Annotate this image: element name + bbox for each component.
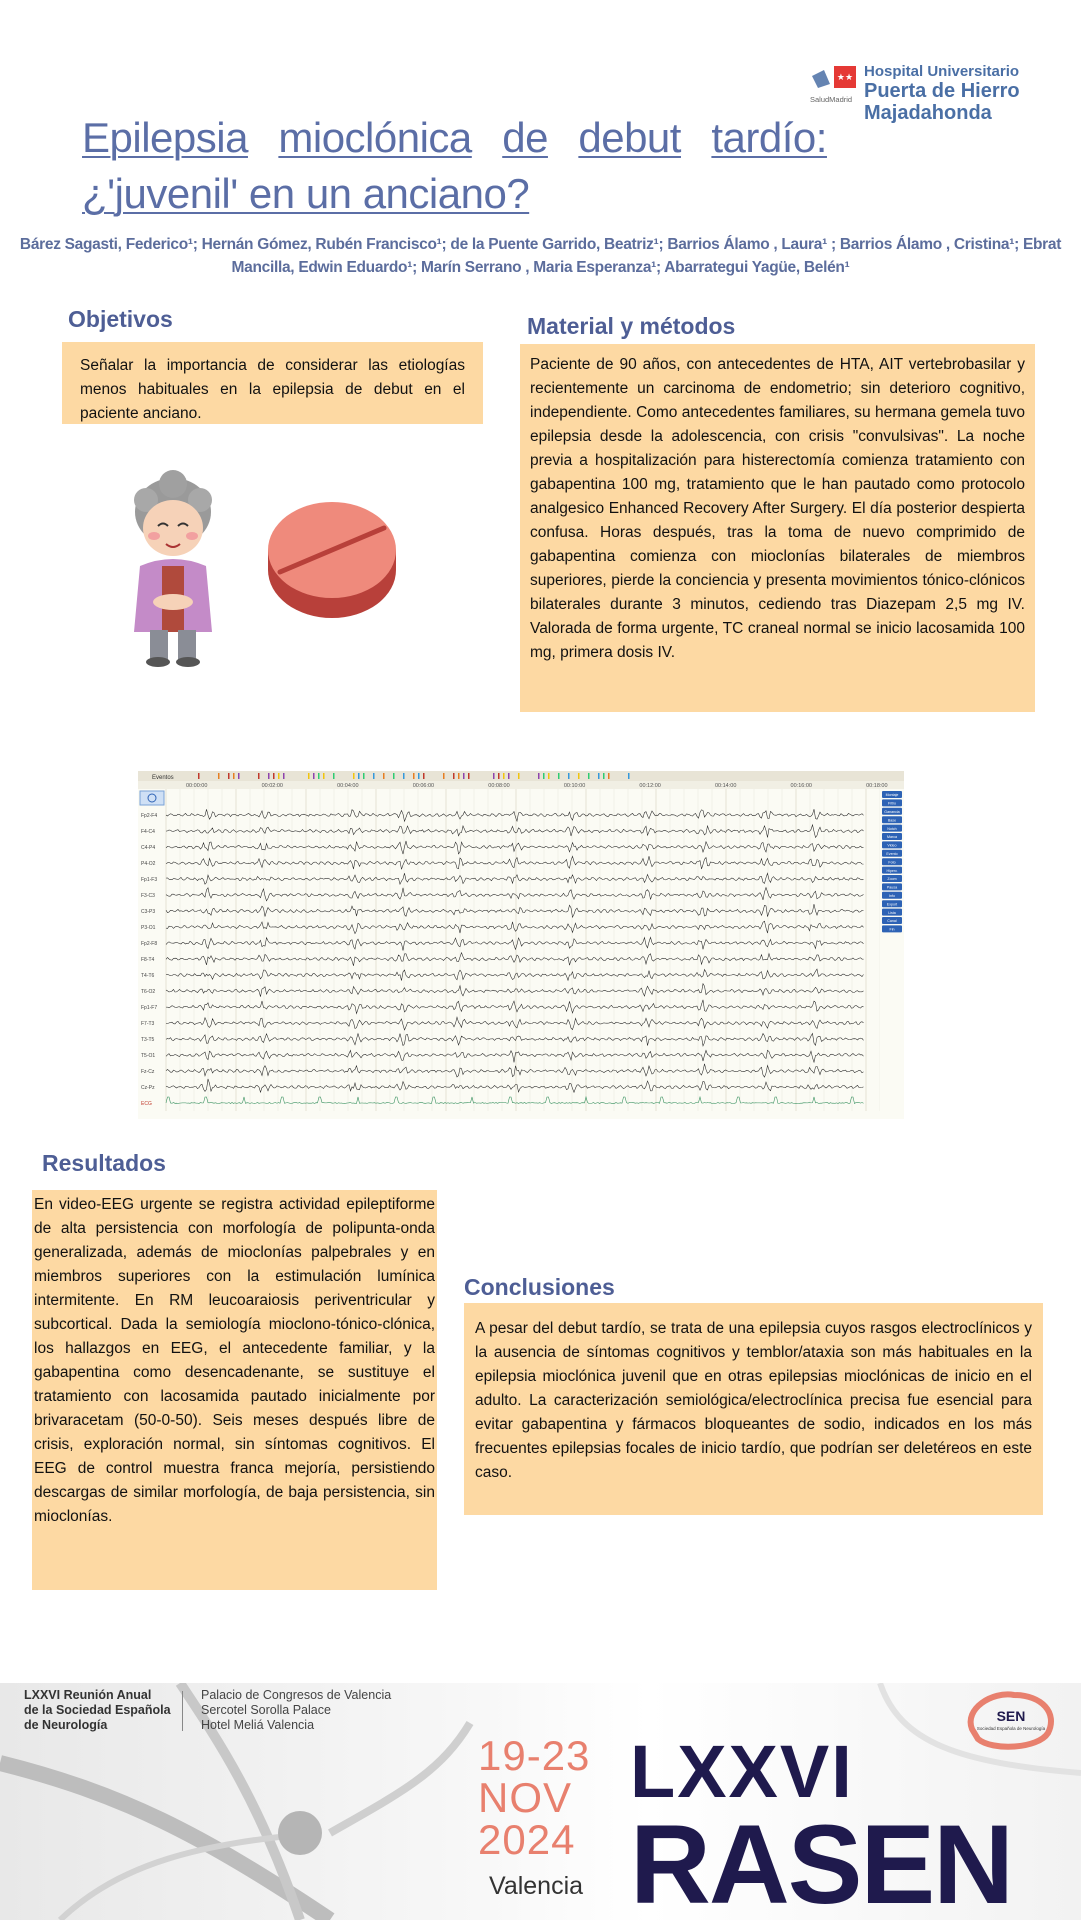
eeg-side-button-label: Montaje xyxy=(885,793,899,798)
eeg-event-mark xyxy=(393,773,395,779)
eeg-channel-label: F7-T3 xyxy=(141,1021,155,1027)
eeg-event-mark xyxy=(558,773,560,779)
footer-dates-days: 19-23 xyxy=(478,1732,591,1779)
eeg-side-button-label: Zoom xyxy=(887,877,897,882)
eeg-time-label: 00:00:00 xyxy=(186,783,208,789)
eeg-event-mark xyxy=(548,773,550,779)
eeg-time-label: 00:04:00 xyxy=(337,783,359,789)
eeg-side-button-label: Ganancia xyxy=(884,810,900,814)
eeg-event-mark xyxy=(283,773,285,779)
eeg-side-button-label: Filtro xyxy=(888,801,896,806)
eeg-side-panel xyxy=(880,789,902,1111)
conclusiones-heading: Conclusiones xyxy=(464,1274,615,1300)
eeg-side-button-label: Lista xyxy=(888,910,896,915)
eeg-channel-label: T6-O2 xyxy=(141,989,156,995)
eeg-channel-label: C4-P4 xyxy=(141,845,156,851)
eeg-event-mark xyxy=(323,773,325,779)
eeg-event-mark xyxy=(353,773,355,779)
footer-org-line: de Neurología xyxy=(24,1718,108,1732)
eeg-channel-label: Fz-Cz xyxy=(141,1069,155,1075)
eeg-event-mark xyxy=(628,773,630,779)
eeg-event-mark xyxy=(518,773,520,779)
eeg-channel-label: C3-P3 xyxy=(141,909,156,915)
eeg-channel-label: F3-C3 xyxy=(141,893,155,899)
material-heading: Material y métodos xyxy=(527,313,736,339)
footer-org-line: de la Sociedad Española xyxy=(24,1703,171,1717)
poster-title xyxy=(82,110,827,222)
eeg-event-mark xyxy=(453,773,455,779)
eeg-channel-label: F8-T4 xyxy=(141,957,155,963)
svg-text:★★: ★★ xyxy=(836,72,854,82)
title-line-1 xyxy=(82,110,827,166)
title-word: tardío: xyxy=(711,114,827,161)
title-word: mioclónica xyxy=(278,114,472,161)
title-word: debut xyxy=(578,114,681,161)
resultados-text: En video-EEG urgente se registra actividad epileptiforme de alta persistencia con morfología de polipunta-onda generalizada, además de mioclonías palpebrales y en miembros superiores con la estimulación lumínica intermitente. En RM leucoaraiosis periventricular y subcortical. Dada la semiología mioclono-tónico-clónica, los hallazgos en EEG, el antecedente familiar, y la gabapentina como desencadenante, se sustituye el tratamiento con lacosamida pautado inicialmente por brivaracetam (50-0-50). Seis meses después libre de crisis, exploración normal, sin síntomas cognitivos. El EEG de control muestra franca mejoría, persistiendo descargas de similar morfología, de baja persistencia, sin mioclonías. xyxy=(32,1190,437,1590)
resultados-heading: Resultados xyxy=(42,1150,166,1176)
eeg-event-mark xyxy=(498,773,500,779)
eeg-side-button-label: Info xyxy=(889,894,895,898)
eeg-time-label: 00:06:00 xyxy=(412,783,435,789)
eeg-time-label: 00:10:00 xyxy=(563,783,586,789)
eeg-event-mark xyxy=(458,773,460,779)
eeg-toolbar-label: Eventos xyxy=(152,775,174,781)
eeg-event-mark xyxy=(608,773,610,779)
eeg-toolbar xyxy=(138,771,904,781)
hospital-mark-icon xyxy=(810,66,858,106)
footer-organization xyxy=(24,1688,171,1733)
elderly-woman-illustration xyxy=(118,470,228,670)
eeg-event-mark xyxy=(218,773,220,779)
footer-event-number: LXXVI xyxy=(630,1730,854,1813)
congress-footer xyxy=(0,1683,1081,1920)
eeg-event-mark xyxy=(358,773,360,779)
eeg-event-mark xyxy=(198,773,200,779)
eeg-event-mark xyxy=(273,773,275,779)
eeg-channel-label: T4-T6 xyxy=(141,973,155,979)
eeg-event-mark xyxy=(278,773,280,779)
eeg-event-mark xyxy=(598,773,600,779)
hospital-logo xyxy=(810,62,1050,126)
objetivos-heading: Objetivos xyxy=(68,306,173,332)
eeg-event-mark xyxy=(568,773,570,779)
eeg-event-mark xyxy=(603,773,605,779)
eeg-event-mark xyxy=(543,773,545,779)
material-text: Paciente de 90 años, con antecedentes de HTA, AIT vertebrobasilar y recientemente un carcinoma de endometrio; sin deterioro cognitivo, independiente. Como antecedentes familiares, su hermana gemela tuvo epilepsia desde la adolescencia, con crisis "convulsivas". La noche previa a hospitalización para histerectomía comienza tratamiento con gabapentina 100 mg, tratamiento que le han pautado como protocolo analgesico Enhanced Recovery After Surgery. El día posterior despierta confusa. Horas después, tras la toma de nuevo comprimido de gabapentina comienza con mioclonías bilaterales de miembros superiores, pierde la conciencia y presenta movimientos tónico-clónicos bilaterales durante 3 minutos, cediendo tras Diazepam 2,5 mg IV. Valorada de forma urgente, TC craneal normal se inicio lacosamida 100 mg, primera dosis IV. xyxy=(520,344,1035,712)
eeg-time-label: 00:08:00 xyxy=(488,783,510,789)
hospital-name-line2: Puerta de Hierro xyxy=(864,80,1020,102)
eeg-event-mark xyxy=(383,773,385,779)
objetivos-text: Señalar la importancia de considerar las etiologías menos habituales en la epilepsia de debut en el paciente anciano. xyxy=(62,342,483,424)
eeg-event-mark xyxy=(268,773,270,779)
eeg-event-mark xyxy=(503,773,505,779)
eeg-event-mark xyxy=(468,773,470,779)
eeg-time-label: 00:14:00 xyxy=(714,783,737,789)
eeg-event-mark xyxy=(413,773,415,779)
eeg-channel-label: P3-O1 xyxy=(141,925,156,931)
footer-venues xyxy=(201,1688,391,1733)
eeg-channel-label: P4-O2 xyxy=(141,861,156,867)
eeg-event-mark xyxy=(228,773,230,779)
eeg-event-mark xyxy=(403,773,405,779)
footer-venue: Sercotel Sorolla Palace xyxy=(201,1703,331,1717)
footer-event-name: RASEN xyxy=(630,1802,1013,1920)
footer-city: Valencia xyxy=(489,1872,584,1900)
eeg-channel-label: Fp1-F3 xyxy=(141,877,158,883)
conclusiones-text: A pesar del debut tardío, se trata de una epilepsia cuyos rasgos electroclínicos y la ausencia de síntomas cognitivos y temblor/ataxia son más habituales en la epilepsia mioclónica juvenil que en otras epilepsias mioclónicas de inicio en el adulto. La caracterización semiológica/electroclínica precisa fue esencial para evitar gabapentina y fármacos bloqueantes de sodio, indicados en los más frecuentes epilepsias focales de inicio tardío, que podrían ser deletéreos en este caso. xyxy=(464,1303,1043,1515)
footer-venue: Hotel Meliá Valencia xyxy=(201,1718,315,1732)
title-word: de xyxy=(502,114,548,161)
eeg-event-mark xyxy=(238,773,240,779)
eeg-event-mark xyxy=(258,773,260,779)
eeg-time-axis xyxy=(138,781,904,789)
eeg-side-button-label: Base xyxy=(887,818,897,823)
eeg-side-button-label: Hiperv. xyxy=(886,868,898,873)
title-line-2: ¿'juvenil' en un anciano? xyxy=(82,170,530,217)
eeg-event-mark xyxy=(233,773,235,779)
eeg-side-button-label: Pausa xyxy=(886,885,898,890)
eeg-channel-label: ECG xyxy=(141,1101,152,1107)
eeg-event-mark xyxy=(463,773,465,779)
eeg-event-mark xyxy=(588,773,590,779)
eeg-time-label: 00:16:00 xyxy=(790,783,812,789)
eeg-channel-label: T5-O1 xyxy=(141,1053,156,1059)
footer-dates-year: 2024 xyxy=(478,1816,576,1863)
eeg-side-button-label: Evento xyxy=(886,852,898,856)
eeg-event-mark xyxy=(538,773,540,779)
eeg-event-mark xyxy=(313,773,315,779)
eeg-channel-label: F4-C4 xyxy=(141,829,155,835)
eeg-time-label: 00:18:00 xyxy=(866,783,888,789)
sen-logo xyxy=(962,1689,1060,1751)
eeg-side-button-label: Marca xyxy=(887,835,897,840)
eeg-event-mark xyxy=(423,773,425,779)
authors: Bárez Sagasti, Federico¹; Hernán Gómez, Rubén Francisco¹; de la Puente Garrido, Beatriz¹; Barrios Álamo , Laura¹ ; Barrios Álamo , Cristina¹; Ebrat Mancilla, Edwin Eduardo¹; Marín Serrano , Maria Esperanza¹; Abarrategui Yagüe, Belén¹ xyxy=(19,236,1062,276)
sen-logo-subtitle: Sociedad Española de Neurología xyxy=(976,1726,1046,1731)
eeg-event-mark xyxy=(333,773,335,779)
eeg-event-mark xyxy=(508,773,510,779)
eeg-event-mark xyxy=(443,773,445,779)
footer-divider xyxy=(182,1691,183,1731)
footer-dates xyxy=(478,1732,591,1863)
eeg-side-button-label: Canal xyxy=(887,919,897,924)
eeg-channel-label: T3-T5 xyxy=(141,1037,155,1043)
eeg-event-mark xyxy=(318,773,320,779)
eeg-event-mark xyxy=(373,773,375,779)
salud-madrid-caption: SaludMadrid xyxy=(810,95,853,104)
eeg-channel-label: Fp2-F4 xyxy=(141,813,158,819)
eeg-channel-label: Fp2-F8 xyxy=(141,941,158,947)
eeg-side-button-label: Export xyxy=(886,902,898,907)
eeg-time-label: 00:02:00 xyxy=(261,783,283,789)
eeg-time-label: 00:12:00 xyxy=(639,783,661,789)
eeg-event-mark xyxy=(308,773,310,779)
footer-dates-month: NOV xyxy=(478,1774,573,1821)
footer-venue: Palacio de Congresos de Valencia xyxy=(201,1688,392,1702)
hospital-name-line1: Hospital Universitario xyxy=(864,63,1020,80)
eeg-side-button-label: Notch xyxy=(887,826,897,831)
footer-org-line: LXXVI Reunión Anual xyxy=(24,1688,152,1702)
eeg-event-mark xyxy=(578,773,580,779)
eeg-event-mark xyxy=(363,773,365,779)
eeg-event-mark xyxy=(418,773,420,779)
eeg-side-button-label: Foto xyxy=(888,860,896,865)
eeg-channel-label: Cz-Pz xyxy=(141,1085,155,1091)
eeg-camera-button[interactable] xyxy=(140,791,164,805)
eeg-side-button-label: Fin xyxy=(889,927,895,932)
hospital-name-line3: Majadahonda xyxy=(864,102,992,124)
eeg-side-button-label: Video xyxy=(887,843,897,848)
eeg-event-mark xyxy=(493,773,495,779)
title-word: Epilepsia xyxy=(82,114,248,161)
sen-logo-label: SEN xyxy=(996,1708,1026,1724)
eeg-channel-label: Fp1-F7 xyxy=(141,1005,158,1011)
pill-illustration xyxy=(262,494,402,624)
eeg-recording-figure xyxy=(138,771,904,1119)
